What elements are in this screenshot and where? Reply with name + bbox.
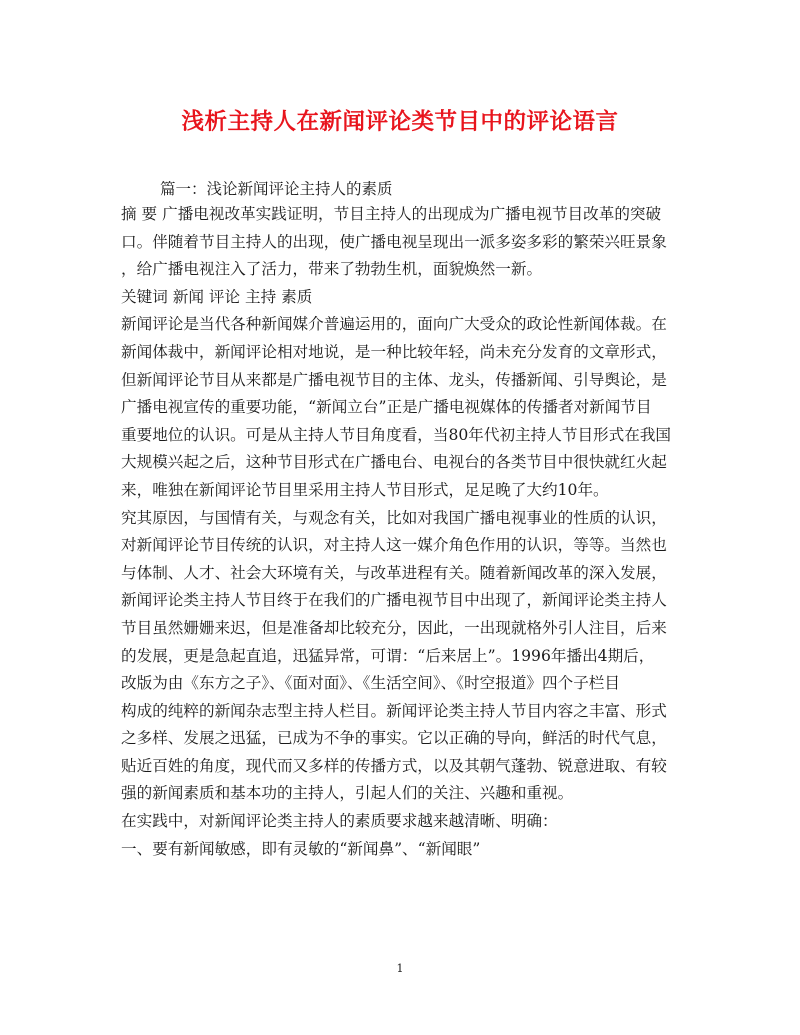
body-line: 重要地位的认识。可是从主持人节目角度看，当80年代初主持人节目形式在我国 bbox=[121, 425, 672, 444]
body-line: 的发展，更是急起直追，迅猛异常，可谓：“后来居上”。1996年播出4期后， bbox=[121, 646, 655, 665]
body-line: 构成的纯粹的新闻杂志型主持人栏目。新闻评论类主持人节目内容之丰富、形式 bbox=[121, 701, 667, 720]
body-line: 来，唯独在新闻评论节目里采用主持人节目形式，足足晚了大约10年。 bbox=[121, 480, 609, 499]
body-line: 新闻评论类主持人节目终于在我们的广播电视节目中出现了，新闻评论类主持人 bbox=[121, 591, 667, 610]
body-line: 摘 要 广播电视改革实践证明，节目主持人的出现成为广播电视节目改革的突破 bbox=[121, 205, 662, 223]
body-line: 改版为由《东方之子》、《面对面》、《生活空间》、《时空报道》四个子栏目 bbox=[121, 674, 620, 693]
body-line: 但新闻评论节目从来都是广播电视节目的主体、龙头，传播新闻、引导舆论，是 bbox=[121, 370, 667, 389]
body-line: 大规模兴起之后，这种节目形式在广播电台、电视台的各类节目中很快就红火起 bbox=[121, 453, 667, 472]
body-line: 之多样、发展之迅猛，已成为不争的事实。它以正确的导向，鲜活的时代气息， bbox=[121, 729, 667, 748]
body-line: 口。伴随着节目主持人的出现，使广播电视呈现出一派多姿多彩的繁荣兴旺景象 bbox=[121, 232, 667, 251]
body-line: 广播电视宣传的重要功能，“新闻立台”正是广播电视媒体的传播者对新闻节目 bbox=[121, 398, 652, 417]
body-text bbox=[121, 201, 686, 863]
body-line: 在实践中，对新闻评论类主持人的素质要求越来越清晰、明确： bbox=[121, 812, 558, 831]
page-number: 1 bbox=[396, 962, 404, 975]
section-heading: 篇一：浅论新闻评论主持人的素质 bbox=[160, 180, 393, 198]
body-line: 与体制、人才、社会大环境有关，与改革进程有关。随着新闻改革的深入发展， bbox=[121, 563, 667, 582]
body-line: 究其原因，与国情有关，与观念有关，比如对我国广播电视事业的性质的认识， bbox=[121, 508, 667, 527]
body-line: 节目虽然姗姗来迟，但是准备却比较充分，因此，一出现就格外引人注目，后来 bbox=[121, 618, 667, 637]
body-line: 关键词 新闻 评论 主持 素质 bbox=[121, 287, 313, 306]
body-line: 对新闻评论节目传统的认识，对主持人这一媒介角色作用的认识，等等。当然也 bbox=[121, 536, 667, 555]
body-line: 贴近百姓的角度，现代而又多样的传播方式，以及其朝气蓬勃、锐意进取、有较 bbox=[121, 756, 667, 775]
body-line: 新闻评论是当代各种新闻媒介普遍运用的，面向广大受众的政论性新闻体裁。在 bbox=[121, 315, 667, 334]
body-line: 新闻体裁中，新闻评论相对地说，是一种比较年轻，尚未充分发育的文章形式， bbox=[121, 342, 667, 361]
body-line: 强的新闻素质和基本功的主持人，引起人们的关注、兴趣和重视。 bbox=[121, 784, 574, 803]
document-title: 浅析主持人在新闻评论类节目中的评论语言 bbox=[181, 109, 619, 135]
body-line: ，给广播电视注入了活力，带来了勃勃生机，面貌焕然一新。 bbox=[121, 260, 543, 279]
body-line: 一、要有新闻敏感，即有灵敏的“新闻鼻”、“新闻眼” bbox=[121, 839, 481, 858]
